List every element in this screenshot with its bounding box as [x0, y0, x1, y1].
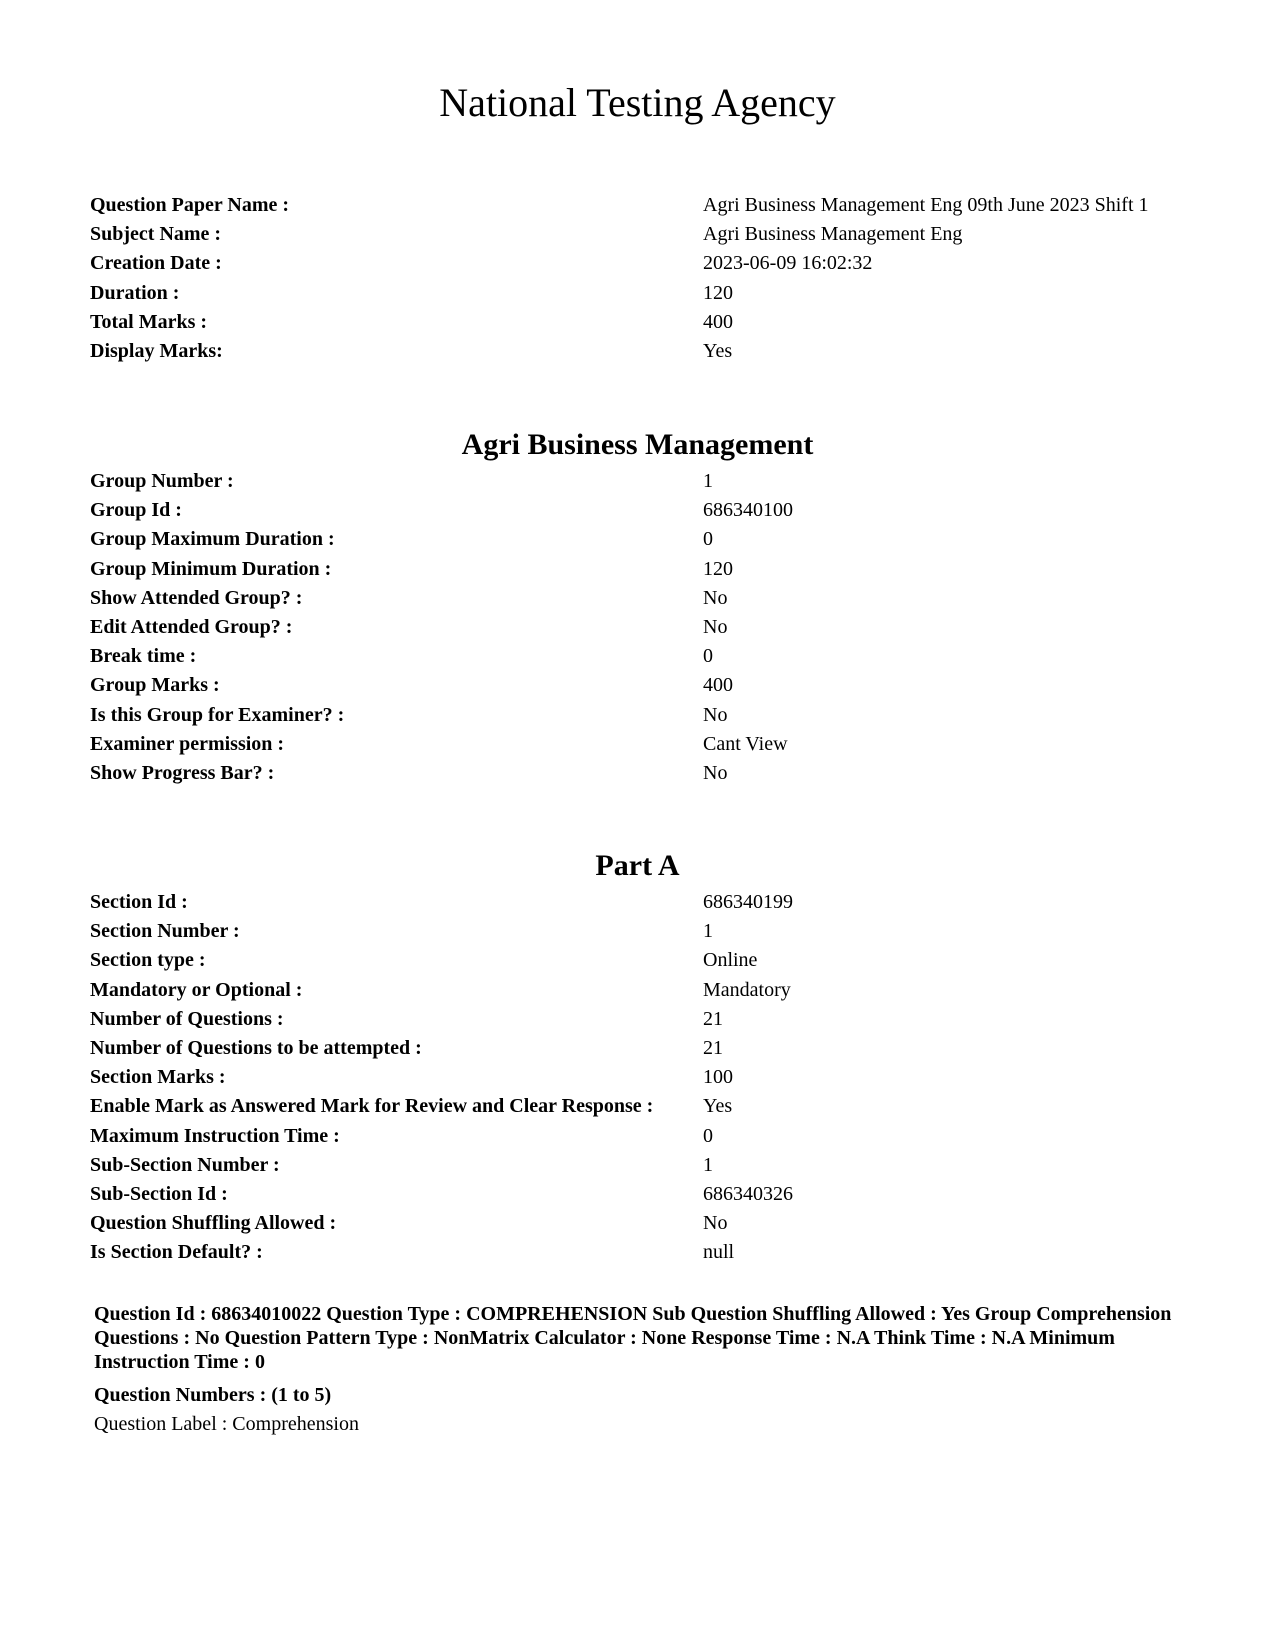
- field-value: Online: [703, 949, 758, 972]
- field-label: Is Section Default? :: [90, 1241, 263, 1264]
- section-heading: Part A: [595, 849, 680, 882]
- field-value: 400: [703, 310, 733, 333]
- table-row: [90, 525, 793, 554]
- table-row: [90, 1034, 793, 1063]
- field-label: Show Attended Group? :: [90, 586, 303, 609]
- field-label: Section Id :: [90, 891, 188, 913]
- group-heading: Agri Business Management: [461, 428, 814, 461]
- field-label: Question Shuffling Allowed :: [90, 1212, 337, 1235]
- field-value: 120: [703, 557, 733, 580]
- field-value: 0: [703, 1124, 713, 1147]
- field-label: Duration :: [90, 281, 180, 304]
- table-row: [90, 1238, 793, 1267]
- table-row: [90, 917, 793, 946]
- table-row: [90, 308, 1149, 337]
- table-row: [90, 701, 793, 730]
- field-label: Is this Group for Examiner? :: [90, 703, 345, 726]
- field-label: Section Marks :: [90, 1066, 226, 1089]
- field-label: Section Number :: [90, 920, 240, 943]
- field-label: Enable Mark as Answered Mark for Review and Clear Response :: [90, 1095, 654, 1118]
- paper-info-table: [90, 191, 1149, 366]
- table-row: [90, 759, 793, 788]
- field-label: Group Marks :: [90, 674, 220, 697]
- field-label: Question Paper Name :: [90, 194, 290, 216]
- field-value: 21: [703, 1007, 723, 1030]
- table-row: [90, 671, 793, 700]
- field-label: Number of Questions to be attempted :: [90, 1037, 422, 1060]
- field-label: Group Minimum Duration :: [90, 557, 332, 580]
- table-row: [90, 1122, 793, 1151]
- field-label: Show Progress Bar? :: [90, 762, 275, 785]
- field-value: 100: [703, 1066, 733, 1089]
- field-value: Cant View: [703, 732, 788, 755]
- field-value: No: [703, 703, 728, 726]
- field-label: Sub-Section Number :: [90, 1153, 280, 1176]
- field-value: No: [703, 586, 728, 609]
- field-value: 686340326: [703, 1183, 793, 1206]
- field-label: Sub-Section Id :: [90, 1183, 228, 1206]
- field-value: Yes: [703, 340, 733, 363]
- group-info-table: [90, 467, 793, 788]
- field-value: 1: [703, 920, 713, 943]
- table-row: [90, 642, 793, 671]
- field-label: Creation Date :: [90, 252, 222, 275]
- table-row: [90, 946, 793, 975]
- field-label: Number of Questions :: [90, 1007, 284, 1030]
- field-value: No: [703, 1212, 728, 1235]
- field-value: 1: [703, 1153, 713, 1176]
- field-label: Display Marks:: [90, 340, 223, 363]
- field-label: Break time :: [90, 645, 197, 668]
- table-row: [90, 467, 793, 496]
- table-row: [90, 976, 793, 1005]
- field-value: 2023-06-09 16:02:32: [703, 252, 873, 275]
- field-label: Group Number :: [90, 470, 234, 492]
- field-value: 0: [703, 528, 713, 551]
- field-value: No: [703, 762, 728, 785]
- table-row: [90, 496, 793, 525]
- field-label: Total Marks :: [90, 310, 208, 333]
- question-numbers: Question Numbers : (1 to 5): [94, 1384, 332, 1406]
- field-value: null: [703, 1241, 735, 1264]
- table-row: [90, 1151, 793, 1180]
- field-value: 21: [703, 1037, 723, 1060]
- table-row: [90, 249, 1149, 278]
- field-label: Examiner permission :: [90, 732, 285, 755]
- table-row: [90, 337, 1149, 366]
- field-value: Agri Business Management Eng 09th June 2023 Shift 1: [703, 194, 1149, 216]
- field-value: 686340100: [703, 499, 793, 522]
- table-row: [90, 1063, 793, 1092]
- section-info-table: [90, 888, 793, 1268]
- table-row: [90, 584, 793, 613]
- table-row: [90, 555, 793, 584]
- field-value: Agri Business Management Eng: [703, 223, 963, 246]
- table-row: [90, 1005, 793, 1034]
- question-info: Question Id : 68634010022 Question Type : COMPREHENSION Sub Question Shuffling Allowed : Yes Group Comprehension Questions : No Question Pattern Type : NonMatrix Calculator : None Response Time : N.A Think Time : N.A Minimum Instruction Time : 0: [94, 1303, 1172, 1373]
- table-row: [90, 191, 1149, 220]
- table-row: [90, 220, 1149, 249]
- field-value: Yes: [703, 1095, 733, 1118]
- field-label: Group Id :: [90, 499, 182, 522]
- field-label: Subject Name :: [90, 223, 222, 246]
- field-label: Maximum Instruction Time :: [90, 1124, 340, 1147]
- field-value: No: [703, 616, 728, 639]
- field-value: 400: [703, 674, 733, 697]
- table-row: [90, 1092, 793, 1121]
- field-value: 0: [703, 645, 713, 668]
- table-row: [90, 1209, 793, 1238]
- field-value: Mandatory: [703, 978, 791, 1001]
- field-value: 686340199: [703, 891, 793, 913]
- table-row: [90, 730, 793, 759]
- field-value: 120: [703, 281, 733, 304]
- field-label: Section type :: [90, 949, 206, 972]
- table-row: [90, 888, 793, 917]
- field-label: Mandatory or Optional :: [90, 978, 303, 1001]
- field-label: Edit Attended Group? :: [90, 616, 293, 639]
- table-row: [90, 279, 1149, 308]
- table-row: [90, 613, 793, 642]
- field-label: Group Maximum Duration :: [90, 528, 335, 551]
- question-label: Question Label : Comprehension: [94, 1413, 359, 1435]
- page-title: National Testing Agency: [439, 80, 836, 125]
- table-row: [90, 1180, 793, 1209]
- field-value: 1: [703, 470, 713, 492]
